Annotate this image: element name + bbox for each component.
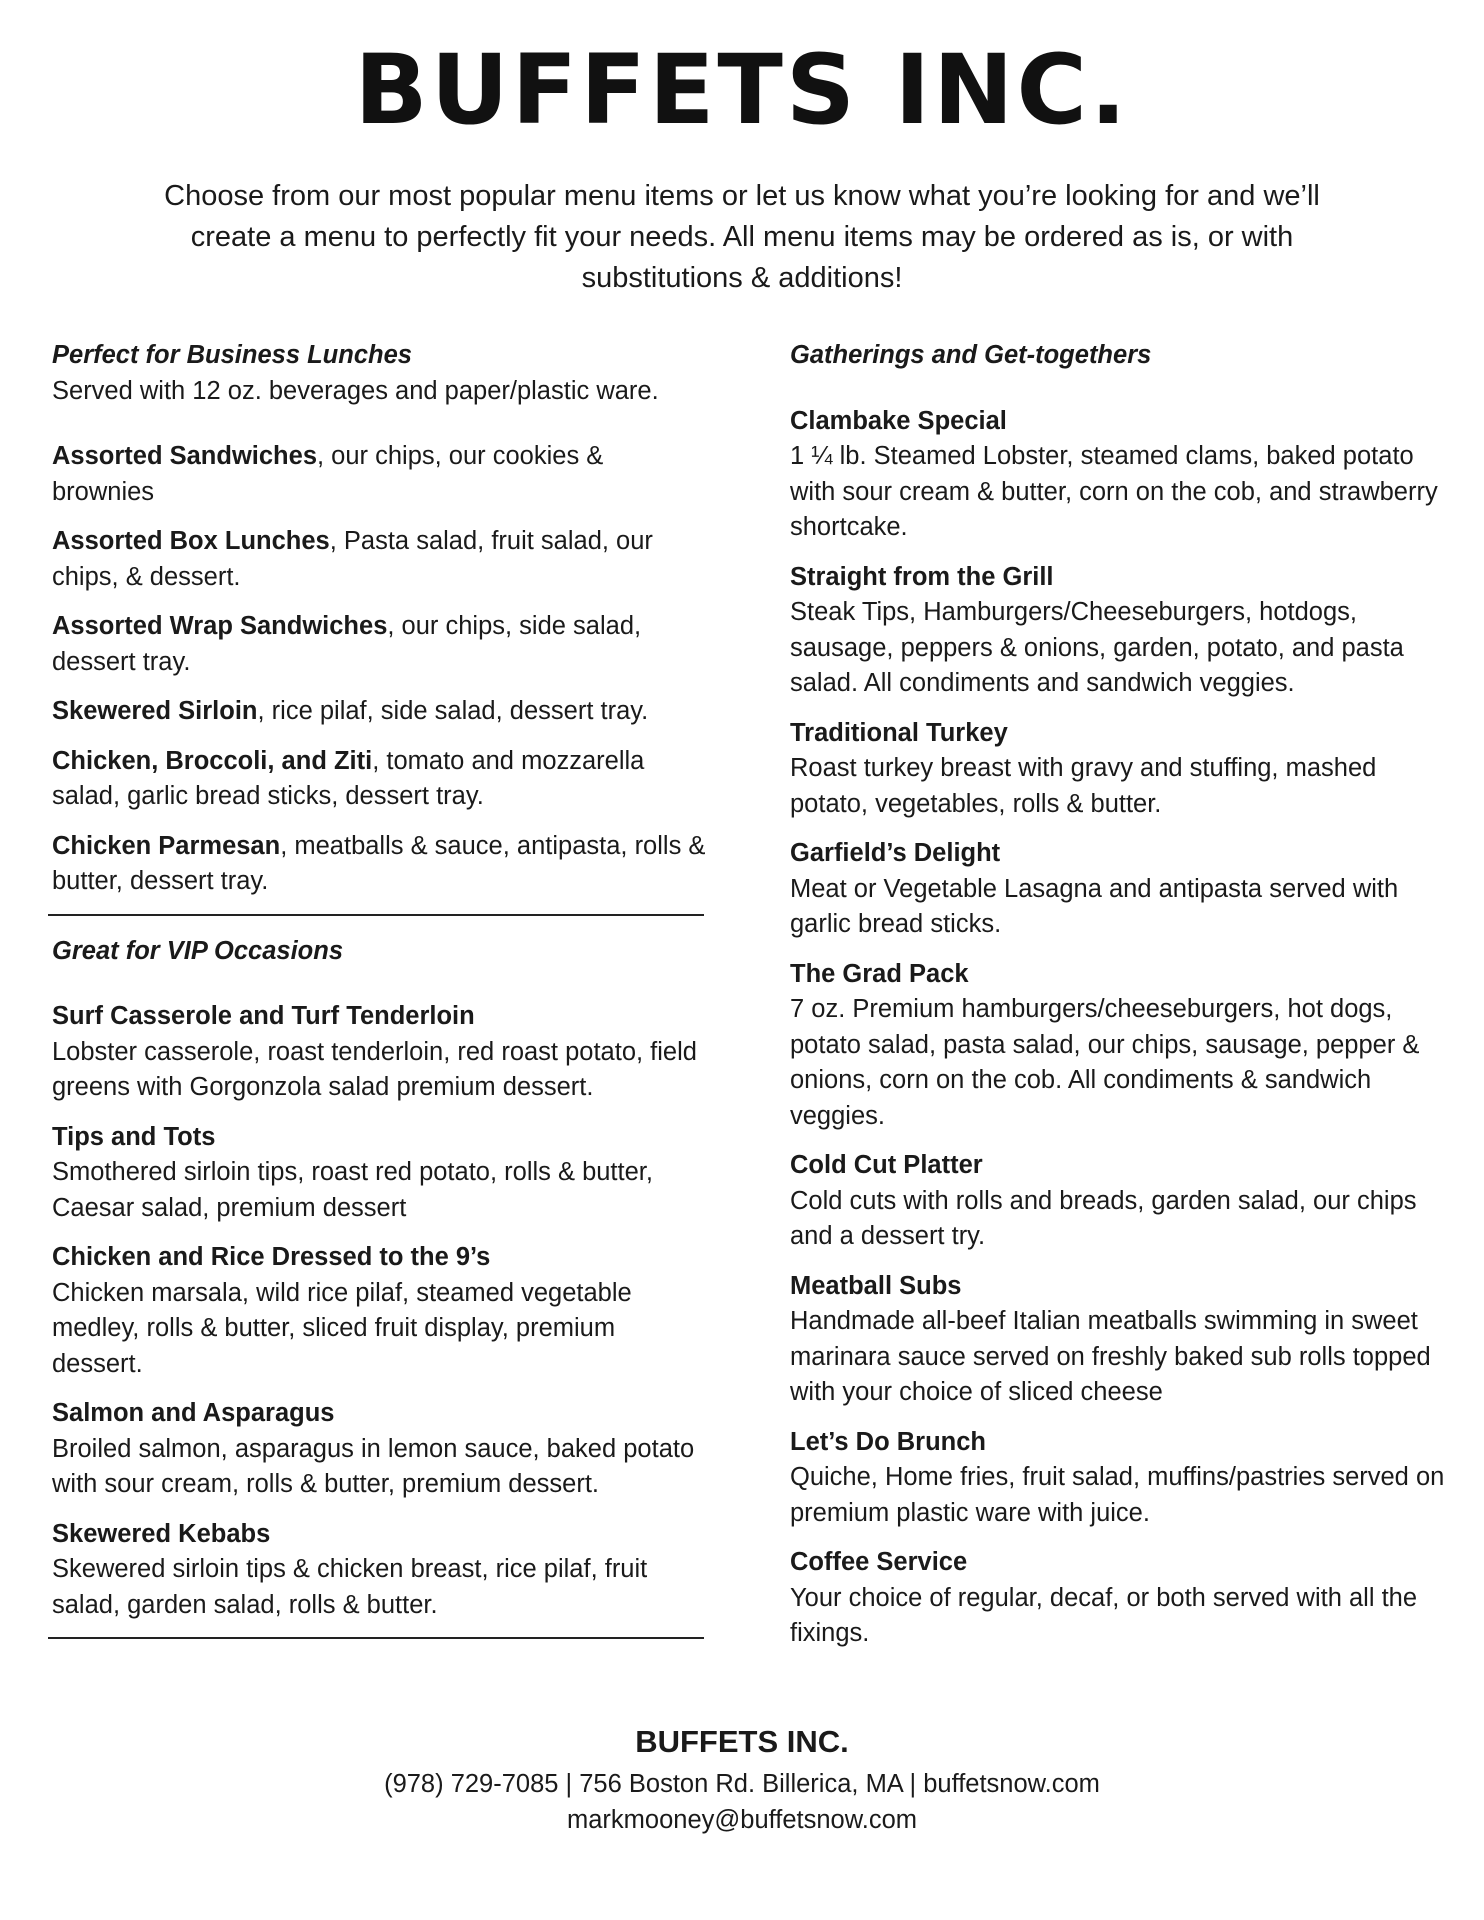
menu-item-desc: Handmade all-beef Italian meatballs swimming in sweet marinara sauce served on freshly baked sub rolls topped with your choice of sliced cheese bbox=[790, 1307, 1431, 1406]
menu-item-name: Chicken Parmesan bbox=[52, 831, 281, 860]
menu-item-name: Assorted Wrap Sandwiches bbox=[52, 612, 388, 640]
menu-item-name: Salmon and Asparagus bbox=[52, 1399, 335, 1427]
menu-item-name: Chicken and Rice Dressed to the 9’s bbox=[52, 1243, 491, 1271]
menu-item bbox=[52, 829, 712, 900]
section-title-gatherings: Gatherings and Get-togethers bbox=[790, 341, 1152, 369]
menu-item-name: Chicken, Broccoli, and Ziti bbox=[52, 746, 373, 775]
footer-contact: (978) 729-7085 | 756 Boston Rd. Billerica, MA | buffetsnow.com bbox=[384, 1770, 1100, 1798]
menu-item-desc: , meatballs & sauce, antipasta, rolls & butter, dessert tray. bbox=[52, 831, 706, 895]
menu-item-desc: Lobster casserole, roast tenderloin, red roast potato, field greens with Gorgonzola salad premium dessert. bbox=[52, 1037, 697, 1101]
footer-company-name: BUFFETS INC. bbox=[635, 1724, 849, 1759]
menu-item-desc: , Pasta salad, fruit salad, our chips, & dessert. bbox=[52, 527, 653, 591]
menu-item-desc: , tomato and mozzarella salad, garlic bread sticks, dessert tray. bbox=[52, 746, 645, 810]
menu-item-name: Traditional Turkey bbox=[790, 718, 1008, 747]
section-divider bbox=[48, 1637, 704, 1639]
menu-item-name: Garfield’s Delight bbox=[790, 839, 1001, 867]
section-divider bbox=[48, 914, 704, 916]
menu-item-desc: Skewered sirloin tips & chicken breast, rice pilaf, fruit salad, garden salad, rolls & butter. bbox=[52, 1555, 648, 1619]
menu-item-desc: , our chips, our cookies & brownies bbox=[52, 442, 604, 506]
menu-item-name: Straight from the Grill bbox=[790, 562, 1054, 591]
menu-item-desc: Steak Tips, Hamburgers/Cheeseburgers, hotdogs, sausage, peppers & onions, garden, potato, and pasta salad. All condiments and sandwich veggies. bbox=[790, 598, 1404, 697]
menu-item bbox=[790, 1425, 1450, 1532]
menu-item-name: Skewered Sirloin bbox=[52, 697, 258, 725]
menu-item-desc: , our chips, side salad, dessert tray. bbox=[52, 612, 642, 676]
menu-item bbox=[52, 744, 712, 815]
section-note-business: Served with 12 oz. beverages and paper/plastic ware. bbox=[52, 376, 659, 405]
menu-item-desc: Your choice of regular, decaf, or both served with all the fixings. bbox=[790, 1583, 1418, 1647]
section-title-vip: Great for VIP Occasions bbox=[52, 936, 343, 965]
menu-item-name: Let’s Do Brunch bbox=[790, 1427, 986, 1456]
menu-item bbox=[52, 694, 712, 730]
menu-item bbox=[52, 439, 712, 510]
menu-item bbox=[52, 1517, 712, 1624]
menu-item bbox=[52, 1396, 712, 1503]
menu-item bbox=[790, 1148, 1450, 1255]
menu-item-name: The Grad Pack bbox=[790, 959, 969, 988]
menu-item-desc: Chicken marsala, wild rice pilaf, steamed vegetable medley, rolls & butter, sliced fruit display, premium dessert. bbox=[52, 1278, 632, 1378]
footer-email: markmooney@buffetsnow.com bbox=[567, 1806, 917, 1834]
menu-item bbox=[790, 716, 1450, 823]
menu-item bbox=[790, 957, 1450, 1135]
menu-item bbox=[52, 524, 712, 595]
page-title: BUFFETS INC. bbox=[354, 34, 1130, 146]
menu-item bbox=[790, 404, 1450, 546]
menu-item-desc: Smothered sirloin tips, roast red potato, rolls & butter, Caesar salad, premium dessert bbox=[52, 1158, 653, 1222]
menu-item-name: Surf Casserole and Turf Tenderloin bbox=[52, 1002, 475, 1030]
menu-item bbox=[790, 1545, 1450, 1652]
menu-item bbox=[790, 560, 1450, 702]
menu-item bbox=[52, 1120, 712, 1227]
menu-item bbox=[52, 1240, 712, 1382]
menu-item-name: Cold Cut Platter bbox=[790, 1151, 983, 1179]
menu-item-name: Clambake Special bbox=[790, 406, 1007, 435]
menu-item-desc: 1 ¼ lb. Steamed Lobster, steamed clams, baked potato with sour cream & butter, corn on the cob, and strawberry shortcake. bbox=[790, 442, 1438, 541]
menu-item-name: Assorted Sandwiches bbox=[52, 442, 317, 470]
menu-item-name: Meatball Subs bbox=[790, 1271, 962, 1300]
footer bbox=[0, 1722, 1484, 1838]
left-column bbox=[52, 338, 712, 1657]
menu-item-desc: 7 oz. Premium hamburgers/cheeseburgers, hot dogs, potato salad, pasta salad, our chips, sausage, pepper & onions, corn on the cob. All condiments & sandwich veggies. bbox=[790, 995, 1420, 1130]
menu-item-name: Coffee Service bbox=[790, 1548, 968, 1576]
menu-item-desc: Roast turkey breast with gravy and stuffing, mashed potato, vegetables, rolls & butter. bbox=[790, 754, 1377, 818]
right-column bbox=[790, 338, 1450, 1666]
section-title-business: Perfect for Business Lunches bbox=[52, 341, 412, 369]
menu-item-desc: Cold cuts with rolls and breads, garden salad, our chips and a dessert try. bbox=[790, 1186, 1417, 1250]
menu-item-desc: Broiled salmon, asparagus in lemon sauce, baked potato with sour cream, rolls & butter, premium dessert. bbox=[52, 1434, 695, 1498]
menu-item bbox=[790, 836, 1450, 943]
menu-item bbox=[52, 609, 712, 680]
menu-item-name: Tips and Tots bbox=[52, 1122, 216, 1151]
menu-item bbox=[52, 999, 712, 1106]
menu-item-name: Skewered Kebabs bbox=[52, 1519, 271, 1548]
menu-item bbox=[790, 1269, 1450, 1411]
menu-item-desc: Meat or Vegetable Lasagna and antipasta served with garlic bread sticks. bbox=[790, 874, 1399, 938]
intro-text: Choose from our most popular menu items or let us know what you’re looking for and we’ll create a menu to perfectly fit your needs. All menu items may be ordered as is, or with substitutions & additions! bbox=[164, 180, 1320, 294]
menu-item-desc: Quiche, Home fries, fruit salad, muffins/pastries served on premium plastic ware with juice. bbox=[790, 1463, 1445, 1527]
menu-item-name: Assorted Box Lunches bbox=[52, 527, 330, 555]
menu-item-desc: , rice pilaf, side salad, dessert tray. bbox=[257, 697, 649, 725]
